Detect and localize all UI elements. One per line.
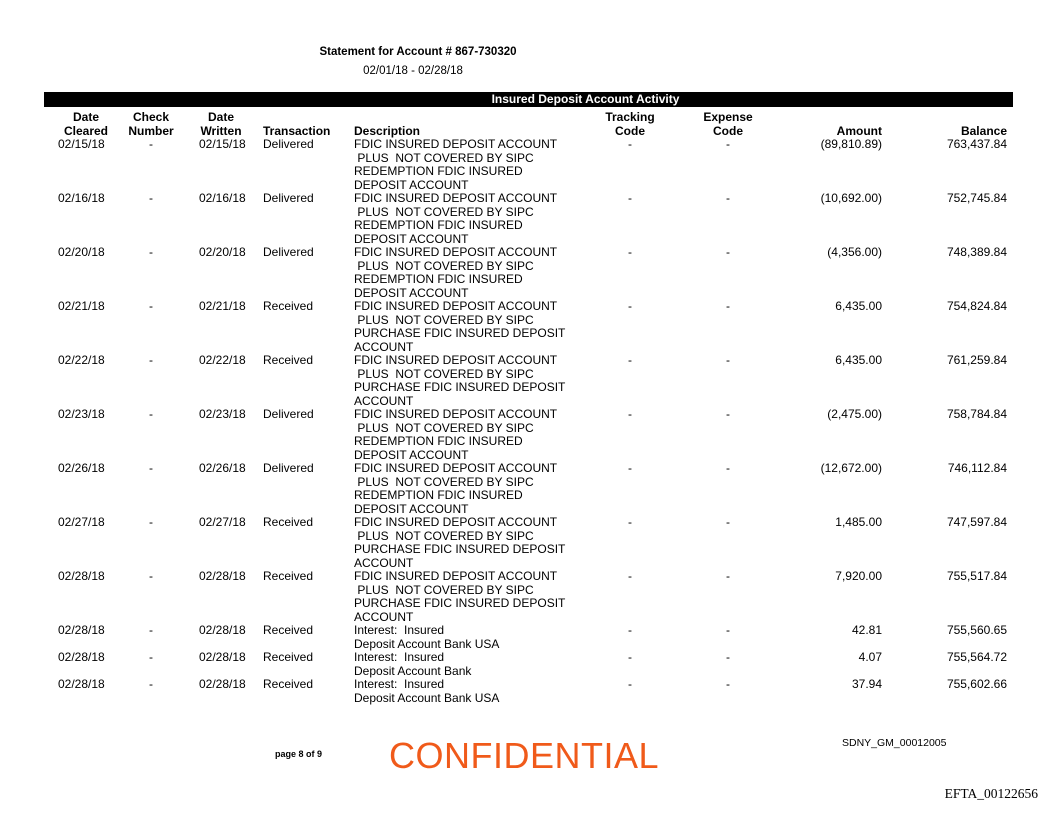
activity-table <box>0 138 1056 705</box>
description-line: FDIC INSURED DEPOSIT ACCOUNT <box>354 299 558 313</box>
cell-check-number: - <box>149 677 153 691</box>
cell-description <box>354 624 594 651</box>
description-line: PLUS NOT COVERED BY SIPC <box>354 366 534 381</box>
cell-tracking-code: - <box>628 191 632 205</box>
cell-description <box>354 300 594 354</box>
table-row <box>0 516 1056 570</box>
col-header-balance: Balance <box>960 124 1007 138</box>
cell-balance: 747,597.84 <box>946 515 1007 529</box>
cell-amount: 6,435.00 <box>835 353 882 367</box>
table-row <box>0 570 1056 624</box>
description-line: PLUS NOT COVERED BY SIPC <box>354 474 534 489</box>
col-header-description: Description <box>354 124 421 138</box>
description-line: DEPOSIT ACCOUNT <box>354 231 469 246</box>
cell-date-written: 02/27/18 <box>199 515 246 529</box>
description-line: Deposit Account Bank USA <box>354 636 500 651</box>
cell-check-number: - <box>149 569 153 583</box>
col-header-expense-code: Expense Code <box>703 110 753 138</box>
cell-check-number: - <box>149 623 153 637</box>
description-line: REDEMPTION FDIC INSURED <box>354 434 523 448</box>
cell-expense-code: - <box>726 299 730 313</box>
cell-amount: 7,920.00 <box>835 569 882 583</box>
cell-date-written: 02/21/18 <box>199 299 246 313</box>
cell-transaction: Received <box>263 623 314 637</box>
description-line: ACCOUNT <box>354 555 414 570</box>
confidential-stamp: CONFIDENTIAL <box>389 735 660 776</box>
cell-transaction: Received <box>263 353 314 367</box>
description-line: Interest: Insured <box>354 623 445 637</box>
description-line: REDEMPTION FDIC INSURED <box>354 272 523 286</box>
efta-number: EFTA_00122656 <box>944 786 1038 801</box>
description-line: PURCHASE FDIC INSURED DEPOSIT <box>354 380 566 394</box>
description-line: PLUS NOT COVERED BY SIPC <box>354 312 534 327</box>
cell-date-written: 02/16/18 <box>199 191 246 205</box>
table-row <box>0 462 1056 516</box>
cell-date-cleared: 02/28/18 <box>58 623 105 637</box>
cell-expense-code: - <box>726 407 730 421</box>
col-header-amount: Amount <box>836 124 882 138</box>
cell-date-cleared: 02/28/18 <box>58 677 105 691</box>
cell-transaction: Received <box>263 650 314 664</box>
cell-description <box>354 516 594 570</box>
cell-description <box>354 138 594 192</box>
cell-transaction: Received <box>263 299 314 313</box>
page-number: page 8 of 9 <box>275 749 323 759</box>
cell-amount: (4,356.00) <box>827 245 882 259</box>
cell-check-number: - <box>149 515 153 529</box>
cell-date-cleared: 02/28/18 <box>58 569 105 583</box>
cell-balance: 754,824.84 <box>946 299 1007 313</box>
cell-expense-code: - <box>726 623 730 637</box>
cell-date-written: 02/28/18 <box>199 623 246 637</box>
cell-date-written: 02/26/18 <box>199 461 246 475</box>
cell-tracking-code: - <box>628 245 632 259</box>
col-header-date-cleared: Date Cleared <box>63 110 109 138</box>
cell-check-number: - <box>149 461 153 475</box>
cell-transaction: Received <box>263 515 314 529</box>
cell-date-cleared: 02/26/18 <box>58 461 105 475</box>
cell-date-written: 02/28/18 <box>199 650 246 664</box>
cell-check-number: - <box>149 299 153 313</box>
cell-balance: 755,602.66 <box>946 677 1007 691</box>
cell-tracking-code: - <box>628 137 632 151</box>
statement-period: 02/01/18 - 02/28/18 <box>363 65 463 77</box>
cell-description <box>354 651 594 678</box>
cell-balance: 755,564.72 <box>946 650 1007 664</box>
cell-check-number: - <box>149 245 153 259</box>
cell-date-written: 02/28/18 <box>199 677 246 691</box>
cell-check-number: - <box>149 650 153 664</box>
table-row <box>0 678 1056 705</box>
cell-date-cleared: 02/20/18 <box>58 245 105 259</box>
cell-transaction: Received <box>263 677 314 691</box>
description-line: ACCOUNT <box>354 393 414 408</box>
description-line: REDEMPTION FDIC INSURED <box>354 164 523 178</box>
cell-expense-code: - <box>726 191 730 205</box>
cell-amount: 42.81 <box>851 623 882 637</box>
cell-expense-code: - <box>726 569 730 583</box>
cell-description <box>354 462 594 516</box>
cell-tracking-code: - <box>628 677 632 691</box>
cell-check-number: - <box>149 407 153 421</box>
cell-tracking-code: - <box>628 569 632 583</box>
description-line: PLUS NOT COVERED BY SIPC <box>354 258 534 273</box>
section-header-band <box>44 92 1013 107</box>
cell-amount: 37.94 <box>851 677 882 691</box>
cell-tracking-code: - <box>628 461 632 475</box>
col-header-date-written: Date Written <box>200 110 242 138</box>
cell-description <box>354 192 594 246</box>
cell-date-written: 02/23/18 <box>199 407 246 421</box>
cell-date-cleared: 02/28/18 <box>58 650 105 664</box>
cell-transaction: Delivered <box>263 191 314 205</box>
cell-description <box>354 246 594 300</box>
table-row <box>0 624 1056 651</box>
table-row <box>0 651 1056 678</box>
cell-amount: 1,485.00 <box>835 515 882 529</box>
description-line: PLUS NOT COVERED BY SIPC <box>354 204 534 219</box>
description-line: PLUS NOT COVERED BY SIPC <box>354 528 534 543</box>
cell-balance: 763,437.84 <box>946 137 1007 151</box>
cell-description <box>354 678 594 705</box>
cell-tracking-code: - <box>628 353 632 367</box>
description-line: FDIC INSURED DEPOSIT ACCOUNT <box>354 191 558 205</box>
description-line: DEPOSIT ACCOUNT <box>354 501 469 516</box>
description-line: FDIC INSURED DEPOSIT ACCOUNT <box>354 461 558 475</box>
description-line: PLUS NOT COVERED BY SIPC <box>354 582 534 597</box>
cell-check-number: - <box>149 353 153 367</box>
description-line: DEPOSIT ACCOUNT <box>354 177 469 192</box>
cell-date-cleared: 02/27/18 <box>58 515 105 529</box>
cell-amount: (89,810.89) <box>820 137 882 151</box>
description-line: FDIC INSURED DEPOSIT ACCOUNT <box>354 137 558 151</box>
statement-title: Statement for Account # 867-730320 <box>319 46 517 58</box>
cell-transaction: Delivered <box>263 461 314 475</box>
cell-transaction: Delivered <box>263 407 314 421</box>
cell-amount: (2,475.00) <box>827 407 882 421</box>
description-line: PURCHASE FDIC INSURED DEPOSIT <box>354 596 566 610</box>
description-line: DEPOSIT ACCOUNT <box>354 447 469 462</box>
cell-balance: 755,560.65 <box>946 623 1007 637</box>
col-header-transaction: Transaction <box>263 124 331 138</box>
cell-expense-code: - <box>726 245 730 259</box>
cell-date-cleared: 02/23/18 <box>58 407 105 421</box>
cell-date-written: 02/20/18 <box>199 245 246 259</box>
table-row <box>0 192 1056 246</box>
description-line: Deposit Account Bank USA <box>354 690 500 705</box>
cell-check-number: - <box>149 137 153 151</box>
cell-expense-code: - <box>726 353 730 367</box>
description-line: ACCOUNT <box>354 339 414 354</box>
cell-transaction: Received <box>263 569 314 583</box>
cell-tracking-code: - <box>628 407 632 421</box>
cell-balance: 746,112.84 <box>947 461 1007 475</box>
table-row <box>0 354 1056 408</box>
cell-date-cleared: 02/22/18 <box>58 353 105 367</box>
cell-transaction: Delivered <box>263 137 314 151</box>
cell-description <box>354 570 594 624</box>
description-line: FDIC INSURED DEPOSIT ACCOUNT <box>354 245 558 259</box>
cell-date-written: 02/15/18 <box>199 137 246 151</box>
description-line: FDIC INSURED DEPOSIT ACCOUNT <box>354 515 558 529</box>
description-line: DEPOSIT ACCOUNT <box>354 285 469 300</box>
cell-date-cleared: 02/16/18 <box>58 191 105 205</box>
cell-expense-code: - <box>726 137 730 151</box>
cell-tracking-code: - <box>628 299 632 313</box>
description-line: Interest: Insured <box>354 650 445 664</box>
cell-balance: 761,259.84 <box>946 353 1007 367</box>
cell-amount: (10,692.00) <box>820 191 882 205</box>
description-line: FDIC INSURED DEPOSIT ACCOUNT <box>354 407 558 421</box>
description-line: ACCOUNT <box>354 609 414 624</box>
cell-amount: (12,672.00) <box>820 461 882 475</box>
table-row <box>0 300 1056 354</box>
cell-amount: 4.07 <box>858 650 882 664</box>
description-line: PLUS NOT COVERED BY SIPC <box>354 150 534 165</box>
cell-balance: 758,784.84 <box>946 407 1007 421</box>
description-line: Deposit Account Bank <box>354 663 472 678</box>
description-line: PURCHASE FDIC INSURED DEPOSIT <box>354 326 566 340</box>
cell-date-written: 02/22/18 <box>199 353 246 367</box>
cell-check-number: - <box>149 191 153 205</box>
cell-date-cleared: 02/21/18 <box>58 299 105 313</box>
section-title: Insured Deposit Account Activity <box>491 92 680 106</box>
table-row <box>0 138 1056 192</box>
cell-expense-code: - <box>726 650 730 664</box>
cell-transaction: Delivered <box>263 245 314 259</box>
description-line: REDEMPTION FDIC INSURED <box>354 218 523 232</box>
description-line: REDEMPTION FDIC INSURED <box>354 488 523 502</box>
cell-description <box>354 354 594 408</box>
cell-tracking-code: - <box>628 515 632 529</box>
description-line: PURCHASE FDIC INSURED DEPOSIT <box>354 542 566 556</box>
cell-tracking-code: - <box>628 650 632 664</box>
description-line: FDIC INSURED DEPOSIT ACCOUNT <box>354 353 558 367</box>
cell-balance: 752,745.84 <box>946 191 1007 205</box>
cell-balance: 748,389.84 <box>946 245 1007 259</box>
cell-tracking-code: - <box>628 623 632 637</box>
cell-amount: 6,435.00 <box>835 299 882 313</box>
cell-date-cleared: 02/15/18 <box>58 137 105 151</box>
table-row <box>0 408 1056 462</box>
cell-expense-code: - <box>726 515 730 529</box>
table-row <box>0 246 1056 300</box>
description-line: FDIC INSURED DEPOSIT ACCOUNT <box>354 569 558 583</box>
cell-expense-code: - <box>726 461 730 475</box>
cell-expense-code: - <box>726 677 730 691</box>
cell-description <box>354 408 594 462</box>
col-header-tracking-code: Tracking Code <box>605 110 655 138</box>
description-line: Interest: Insured <box>354 677 445 691</box>
cell-date-written: 02/28/18 <box>199 569 246 583</box>
cell-balance: 755,517.84 <box>946 569 1007 583</box>
description-line: PLUS NOT COVERED BY SIPC <box>354 420 534 435</box>
bates-number: SDNY_GM_00012005 <box>842 737 947 749</box>
col-header-check-number: Check Number <box>128 110 174 138</box>
